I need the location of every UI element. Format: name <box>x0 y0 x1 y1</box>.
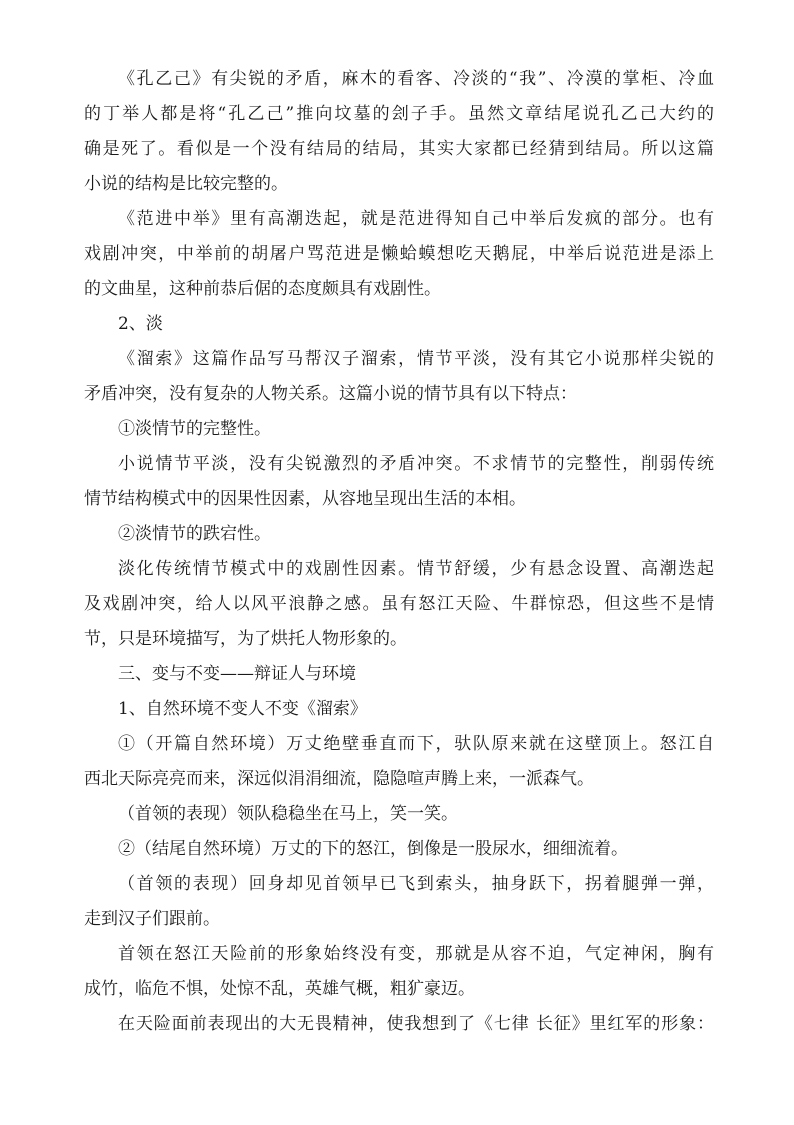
text-line: ①（开篇自然环境）万丈绝壁垂直而下，驮队原来就在这壁顶上。怒江自 <box>118 734 714 754</box>
text-line: ②淡情节的跌宕性。 <box>118 524 271 544</box>
text-line: （首领的表现）回身却见首领早已飞到索头，抽身跃下，拐着腿弹一弹， <box>118 874 714 894</box>
text-line: 《孔乙己》有尖锐的矛盾，麻木的看客、冷淡的“我”、冷漠的掌柜、冷血 <box>118 69 714 89</box>
text-line: 西北天际亮亮而来，深远似涓涓细流，隐隐喧声腾上来，一派森气。 <box>84 769 594 789</box>
text-line: 在天险面前表现出的大无畏精神，使我想到了《七律 长征》里红军的形象： <box>118 1014 714 1034</box>
text-line: 确是死了。看似是一个没有结局的结局，其实大家都已经猜到结局。所以这篇 <box>84 139 714 159</box>
text-line: 的丁举人都是将“孔乙己”推向坟墓的刽子手。虽然文章结尾说孔乙己大约的 <box>84 104 714 124</box>
text-line: 矛盾冲突，没有复杂的人物关系。这篇小说的情节具有以下特点： <box>84 384 577 404</box>
text-line: 的文曲星，这种前恭后倨的态度颇具有戏剧性。 <box>84 279 441 299</box>
text-line: 首领在怒江天险前的形象始终没有变，那就是从容不迫，气定神闲，胸有 <box>118 944 714 964</box>
document-page <box>84 62 714 1042</box>
text-line: 戏剧冲突，中举前的胡屠户骂范进是懒蛤蟆想吃天鹅屁，中举后说范进是添上 <box>84 244 714 264</box>
text-line: 小说情节平淡，没有尖锐激烈的矛盾冲突。不求情节的完整性，削弱传统 <box>118 454 714 474</box>
text-line: 《溜索》这篇作品写马帮汉子溜索，情节平淡，没有其它小说那样尖锐的 <box>118 349 714 369</box>
text-line: 成竹，临危不惧，处惊不乱，英雄气概，粗犷豪迈。 <box>84 979 475 999</box>
text-line: 走到汉子们跟前。 <box>84 909 220 929</box>
text-line: （首领的表现）领队稳稳坐在马上，笑一笑。 <box>118 804 458 824</box>
text-line: 情节结构模式中的因果性因素，从容地呈现出生活的本相。 <box>84 489 526 509</box>
text-line: 1、自然环境不变人不变《溜索》 <box>118 699 367 719</box>
text-line: 《范进中举》里有高潮迭起，就是范进得知自己中举后发疯的部分。也有 <box>118 209 714 229</box>
text-line: 小说的结构是比较完整的。 <box>84 174 288 194</box>
text-line: 2、淡 <box>118 314 163 334</box>
text-line: ①淡情节的完整性。 <box>118 419 271 439</box>
text-line: ②（结尾自然环境）万丈的下的怒江，倒像是一股尿水，细细流着。 <box>118 839 628 859</box>
text-line: 及戏剧冲突，给人以风平浪静之感。虽有怒江天险、牛群惊恐，但这些不是情 <box>84 594 714 614</box>
text-line: 节，只是环境描写，为了烘托人物形象的。 <box>84 629 407 649</box>
text-line: 淡化传统情节模式中的戏剧性因素。情节舒缓，少有悬念设置、高潮迭起 <box>118 559 714 579</box>
text-line: 三、变与不变——辩证人与环境 <box>118 664 356 684</box>
